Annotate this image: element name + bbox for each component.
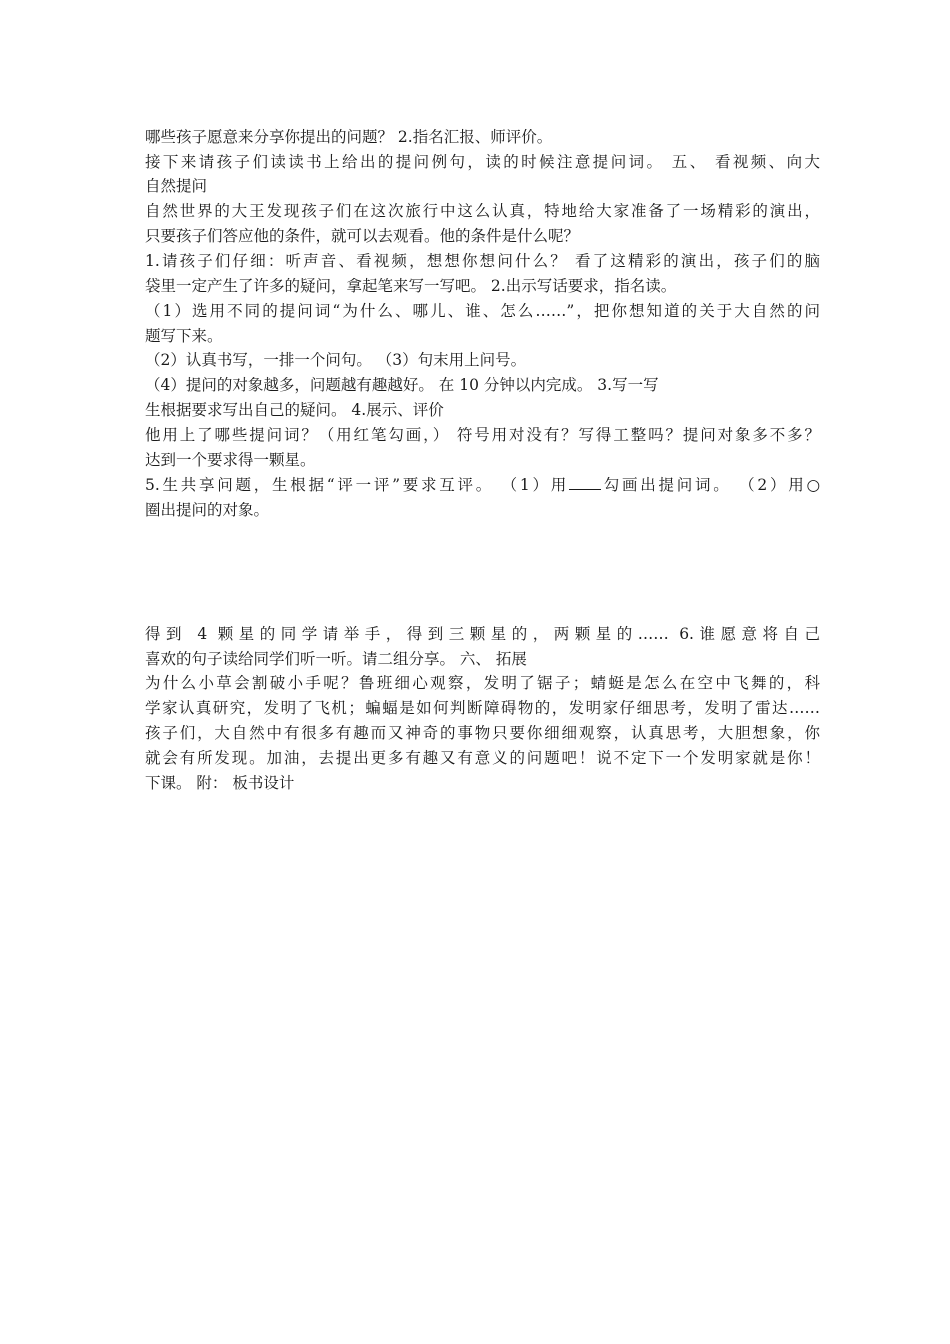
paragraph-line: 题写下来。 <box>145 327 223 345</box>
paragraph-line: 他用上了哪些提问词？（用红笔勾画，） 符号用对没有？写得工整吗？提问对象多不多？ <box>145 426 820 444</box>
paragraph-line: 1.请孩子们仔细：听声音、看视频，想想你想问什么？ 看了这精彩的演出，孩子们的脑 <box>145 252 820 270</box>
paragraph-line: 生根据要求写出自己的疑问。 4.展示、评价 <box>145 401 444 419</box>
paragraph-line: （4）提问的对象越多，问题越有趣越好。 在 10 分钟以内完成。 3.写一写 <box>145 376 659 394</box>
paragraph-segment: 5.生共享问题，生根据“评一评”要求互评。 （1）用 <box>145 476 570 494</box>
paragraph-line: 喜欢的句子读给同学们听一听。请二组分享。 六、 拓展 <box>145 650 527 668</box>
paragraph-line: 自然世界的大王发现孩子们在这次旅行中这么认真，特地给大家准备了一场精彩的演出， <box>145 202 820 220</box>
paragraph-line: 达到一个要求得一颗星。 <box>145 451 316 469</box>
paragraph-line: （2）认真书写，一排一个问句。 （3）句末用上问号。 <box>145 351 527 369</box>
paragraph-line: 袋里一定产生了许多的疑问，拿起笔来写一写吧。 2.出示写话要求，指名读。 <box>145 277 677 295</box>
paragraph-line: 孩子们，大自然中有很多有趣而又神奇的事物只要你细细观察，认真思考，大胆想象，你 <box>145 724 820 742</box>
paragraph-segment: 勾画出提问词。 （2）用○ <box>601 476 820 494</box>
paragraph-line: 学家认真研究，发明了飞机；蝙蝠是如何判断障碍物的，发明家仔细思考，发明了雷达…… <box>145 699 820 717</box>
paragraph-line: 接下来请孩子们读读书上给出的提问例句，读的时候注意提问词。 五、 看视频、向大 <box>145 153 820 171</box>
paragraph-line: 自然提问 <box>145 177 208 195</box>
paragraph-line: 下课。 附： 板书设计 <box>145 774 295 792</box>
paragraph-line: 圈出提问的对象。 <box>145 501 270 519</box>
paragraph-line-with-blank <box>145 473 820 497</box>
paragraph-line: 只要孩子们答应他的条件，就可以去观看。他的条件是什么呢？ <box>145 227 580 245</box>
paragraph-line: （1）选用不同的提问词“为什么、哪儿、谁、怎么……”，把你想知道的关于大自然的问 <box>145 302 820 320</box>
paragraph-line: 就会有所发现。加油，去提出更多有趣又有意义的问题吧！说不定下一个发明家就是你！ <box>145 749 820 767</box>
paragraph-line: 哪些孩子愿意来分享你提出的问题？ 2.指名汇报、师评价。 <box>145 128 553 146</box>
paragraph-line: 为什么小草会割破小手呢？鲁班细心观察，发明了锯子；蜻蜓是怎么在空中飞舞的，科 <box>145 674 820 692</box>
underline-blank <box>569 475 601 490</box>
paragraph-line: 得到 4 颗星的同学请举手，得到三颗星的，两颗星的…… 6.谁愿意将自己 <box>145 625 820 643</box>
